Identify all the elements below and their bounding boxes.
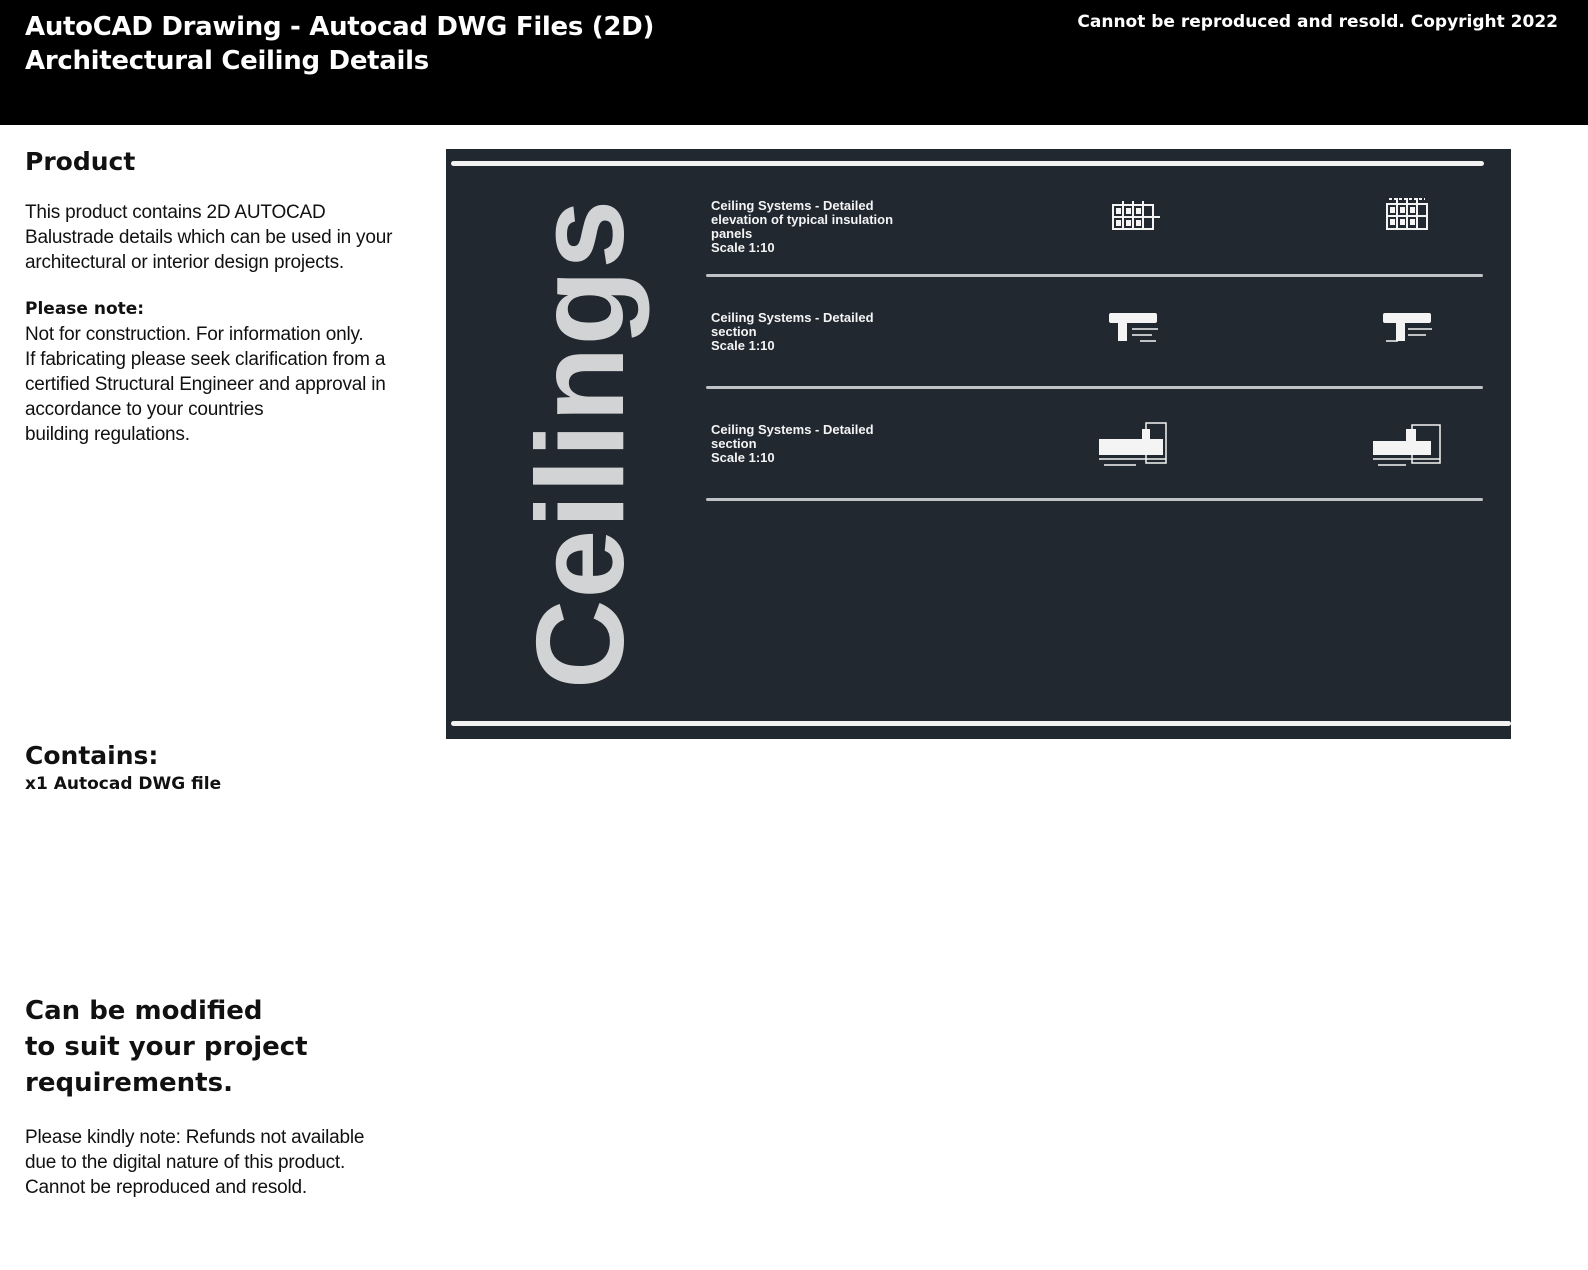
drawing-title-text: Ceilings (512, 198, 650, 690)
frame-bottom-line (451, 721, 1511, 726)
ceiling-section-icon (1380, 307, 1436, 345)
frame-top-line (451, 161, 1484, 166)
insulation-panel-elevation-icon (1110, 197, 1162, 233)
row-divider (706, 498, 1483, 501)
row-divider (706, 274, 1483, 277)
insulation-panel-elevation-icon (1384, 195, 1432, 233)
header-bar (0, 0, 1588, 125)
detail-scale: Scale 1:10 (711, 240, 775, 255)
detail-line: section (711, 436, 757, 451)
note-line: certified Structural Engineer and approval in (25, 374, 386, 395)
detail-line: Ceiling Systems - Detailed (711, 310, 874, 325)
detail-line: Ceiling Systems - Detailed (711, 422, 874, 437)
ceiling-section-detail-icon (1096, 419, 1170, 469)
detail-line: Ceiling Systems - Detailed (711, 198, 874, 213)
modify-heading (25, 993, 365, 1101)
detail-label-2 (711, 311, 874, 353)
refund-line: Please kindly note: Refunds not available (25, 1127, 365, 1148)
detail-label-1 (711, 199, 893, 255)
drawing-preview (446, 149, 1511, 739)
note-title: Please note: (25, 299, 145, 319)
contains-item: x1 Autocad DWG file (25, 774, 222, 794)
detail-line: panels (711, 226, 753, 241)
refund-note (25, 1125, 405, 1200)
ceiling-section-icon (1106, 307, 1162, 345)
note-text (25, 322, 415, 447)
detail-label-3 (711, 423, 874, 465)
note-line: accordance to your countries (25, 399, 264, 420)
note-line: If fabricating please seek clarification from a (25, 349, 386, 370)
detail-scale: Scale 1:10 (711, 338, 775, 353)
refund-line: Cannot be reproduced and resold. (25, 1177, 307, 1198)
refund-line: due to the digital nature of this product. (25, 1152, 346, 1173)
contains-heading: Contains: (25, 741, 159, 770)
note-line: Not for construction. For information only. (25, 324, 364, 345)
ceiling-section-detail-icon (1370, 419, 1444, 469)
note-line: building regulations. (25, 424, 190, 445)
title-line-1: AutoCAD Drawing - Autocad DWG Files (2D) (25, 12, 655, 42)
modify-line: Can be modified (25, 996, 263, 1026)
detail-scale: Scale 1:10 (711, 450, 775, 465)
product-description: This product contains 2D AUTOCAD Balustrade details which can be used in your architectural or interior design projects. (25, 202, 393, 273)
detail-line: elevation of typical insulation (711, 212, 894, 227)
title-line-2: Architectural Ceiling Details (25, 46, 429, 76)
row-divider (706, 386, 1483, 389)
modify-line: requirements. (25, 1068, 233, 1098)
page-title (25, 10, 654, 78)
product-heading: Product (25, 147, 136, 176)
copyright-notice: Cannot be reproduced and resold. Copyright 2022 (1077, 12, 1558, 32)
modify-line: to suit your project (25, 1032, 308, 1062)
detail-line: section (711, 324, 757, 339)
